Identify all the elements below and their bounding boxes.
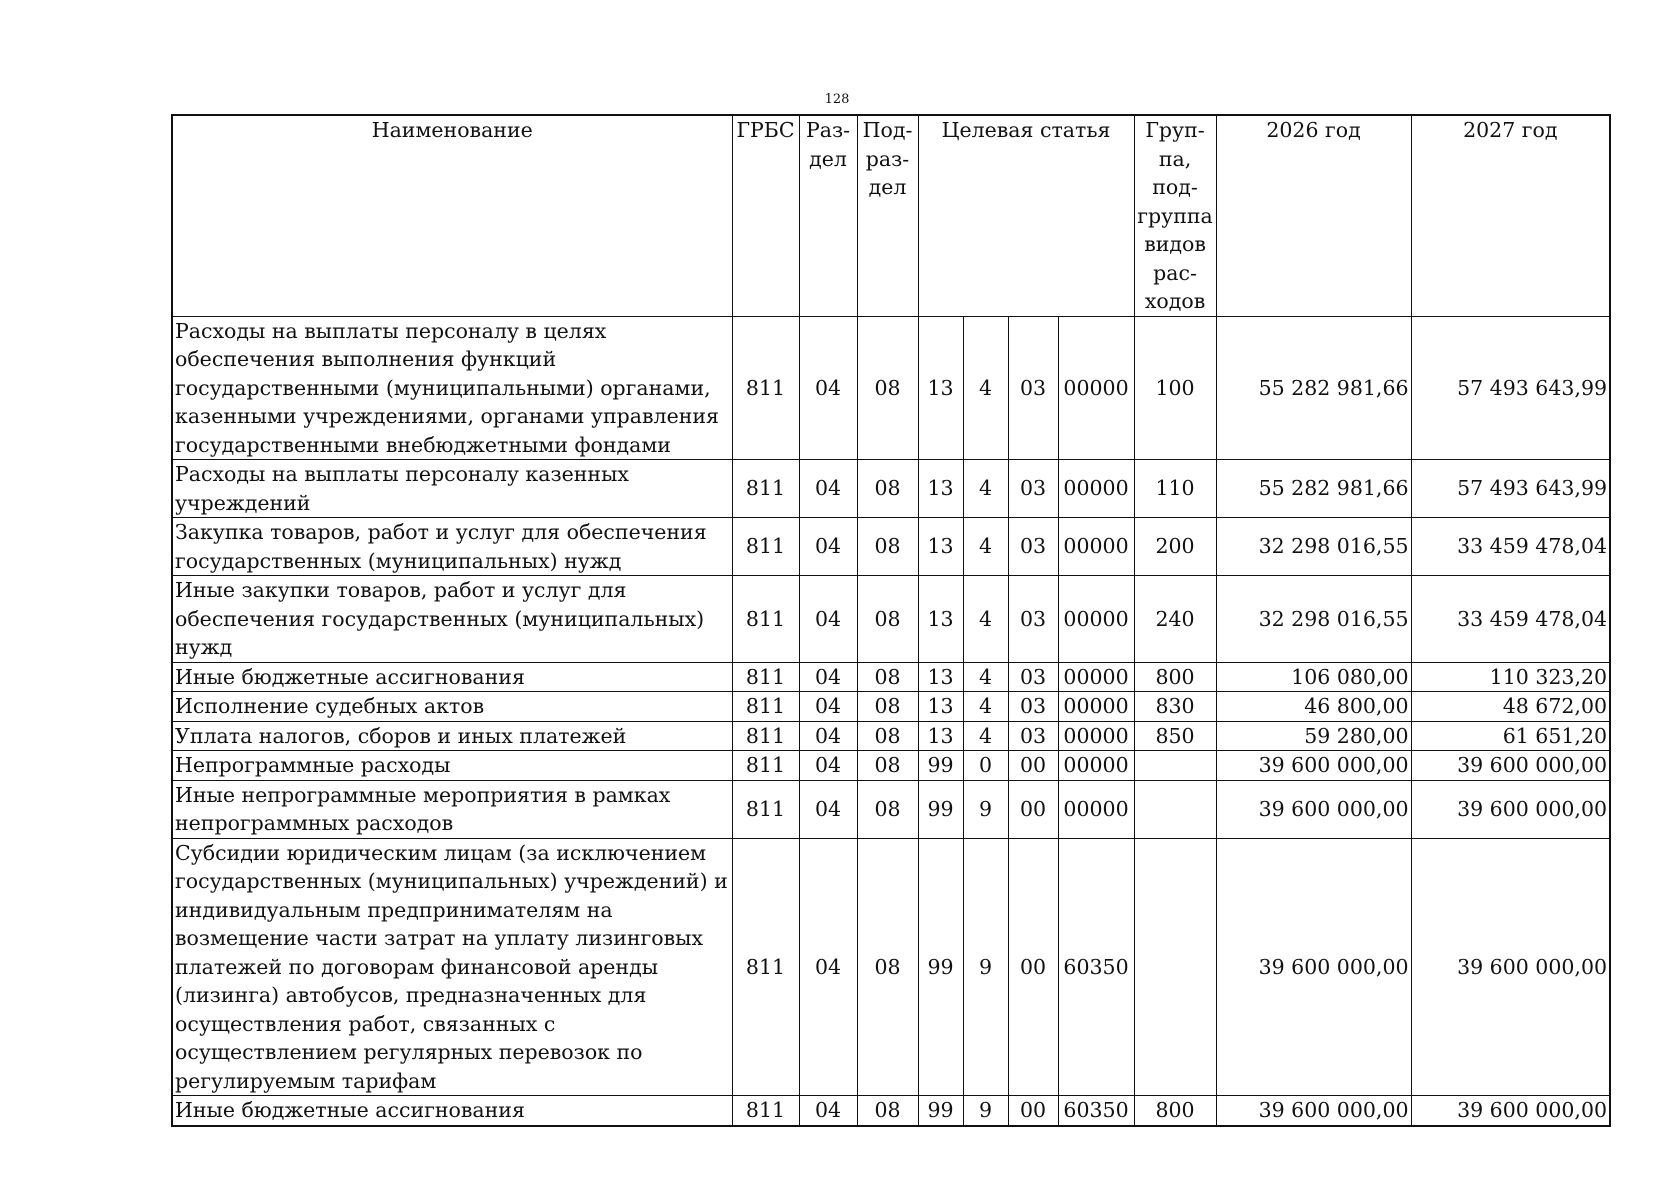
cell-target-direction: 00000 <box>1058 576 1134 663</box>
cell-target-direction: 00000 <box>1058 460 1134 518</box>
header-podrazdel: Под-раз-дел <box>857 115 918 316</box>
cell-2026: 55 282 981,66 <box>1216 316 1411 460</box>
cell-target-type: 4 <box>963 316 1008 460</box>
cell-razdel: 04 <box>799 662 857 692</box>
cell-expense-group <box>1134 780 1216 838</box>
cell-2027: 33 459 478,04 <box>1411 518 1610 576</box>
cell-razdel: 04 <box>799 1096 857 1126</box>
cell-expense-group: 850 <box>1134 721 1216 751</box>
header-row <box>172 115 1610 316</box>
cell-2027: 61 651,20 <box>1411 721 1610 751</box>
cell-2026: 39 600 000,00 <box>1216 780 1411 838</box>
cell-2027: 110 323,20 <box>1411 662 1610 692</box>
cell-target-subprogram: 00 <box>1008 780 1058 838</box>
cell-2027: 39 600 000,00 <box>1411 751 1610 781</box>
cell-2027: 33 459 478,04 <box>1411 576 1610 663</box>
cell-expense-group <box>1134 838 1216 1096</box>
cell-target-direction: 00000 <box>1058 721 1134 751</box>
cell-name: Иные бюджетные ассигнования <box>172 1096 732 1126</box>
cell-target-type: 9 <box>963 780 1008 838</box>
cell-name: Иные непрограммные мероприятия в рамках непрограммных расходов <box>172 780 732 838</box>
cell-grbs: 811 <box>732 316 799 460</box>
cell-podrazdel: 08 <box>857 518 918 576</box>
cell-target-direction: 60350 <box>1058 838 1134 1096</box>
table-row <box>172 316 1610 460</box>
table-row <box>172 518 1610 576</box>
table-row <box>172 662 1610 692</box>
cell-grbs: 811 <box>732 518 799 576</box>
cell-razdel: 04 <box>799 460 857 518</box>
cell-target-program: 13 <box>918 460 963 518</box>
cell-razdel: 04 <box>799 838 857 1096</box>
cell-grbs: 811 <box>732 838 799 1096</box>
cell-podrazdel: 08 <box>857 692 918 722</box>
cell-podrazdel: 08 <box>857 721 918 751</box>
cell-target-type: 9 <box>963 838 1008 1096</box>
cell-2026: 39 600 000,00 <box>1216 751 1411 781</box>
cell-target-program: 13 <box>918 518 963 576</box>
cell-expense-group: 100 <box>1134 316 1216 460</box>
cell-target-direction: 00000 <box>1058 692 1134 722</box>
cell-target-direction: 00000 <box>1058 751 1134 781</box>
header-razdel: Раз-дел <box>799 115 857 316</box>
cell-2027: 39 600 000,00 <box>1411 1096 1610 1126</box>
table-row <box>172 780 1610 838</box>
cell-grbs: 811 <box>732 576 799 663</box>
table-row <box>172 751 1610 781</box>
cell-expense-group: 800 <box>1134 662 1216 692</box>
cell-grbs: 811 <box>732 662 799 692</box>
cell-target-subprogram: 03 <box>1008 316 1058 460</box>
page-number: 128 <box>824 92 850 107</box>
cell-expense-group: 200 <box>1134 518 1216 576</box>
cell-2027: 39 600 000,00 <box>1411 780 1610 838</box>
cell-target-program: 13 <box>918 576 963 663</box>
cell-razdel: 04 <box>799 692 857 722</box>
cell-target-type: 4 <box>963 662 1008 692</box>
cell-2027: 39 600 000,00 <box>1411 838 1610 1096</box>
cell-2027: 57 493 643,99 <box>1411 316 1610 460</box>
cell-name: Исполнение судебных актов <box>172 692 732 722</box>
cell-target-direction: 00000 <box>1058 518 1134 576</box>
cell-name: Расходы на выплаты персоналу в целях обеспечения выполнения функций государственными (муниципальными) органами, казенными учреждениями, органами управления государственными внебюджетными фондами <box>172 316 732 460</box>
cell-razdel: 04 <box>799 518 857 576</box>
header-target: Целевая статья <box>918 115 1134 316</box>
cell-target-subprogram: 03 <box>1008 460 1058 518</box>
cell-podrazdel: 08 <box>857 751 918 781</box>
header-2027: 2027 год <box>1411 115 1610 316</box>
cell-name: Иные бюджетные ассигнования <box>172 662 732 692</box>
cell-grbs: 811 <box>732 751 799 781</box>
header-grbs: ГРБС <box>732 115 799 316</box>
cell-expense-group: 800 <box>1134 1096 1216 1126</box>
cell-grbs: 811 <box>732 1096 799 1126</box>
cell-name: Непрограммные расходы <box>172 751 732 781</box>
cell-2027: 57 493 643,99 <box>1411 460 1610 518</box>
cell-razdel: 04 <box>799 780 857 838</box>
cell-grbs: 811 <box>732 692 799 722</box>
cell-target-type: 4 <box>963 518 1008 576</box>
cell-podrazdel: 08 <box>857 838 918 1096</box>
budget-table <box>171 114 1611 1127</box>
cell-target-program: 99 <box>918 751 963 781</box>
cell-razdel: 04 <box>799 576 857 663</box>
cell-target-type: 4 <box>963 692 1008 722</box>
cell-target-type: 4 <box>963 721 1008 751</box>
cell-target-program: 13 <box>918 316 963 460</box>
cell-target-type: 4 <box>963 460 1008 518</box>
cell-target-subprogram: 03 <box>1008 576 1058 663</box>
cell-2026: 46 800,00 <box>1216 692 1411 722</box>
cell-podrazdel: 08 <box>857 576 918 663</box>
cell-target-program: 13 <box>918 721 963 751</box>
table-row <box>172 721 1610 751</box>
cell-expense-group: 830 <box>1134 692 1216 722</box>
table-row <box>172 1096 1610 1126</box>
cell-2026: 59 280,00 <box>1216 721 1411 751</box>
cell-name: Расходы на выплаты персоналу казенных учреждений <box>172 460 732 518</box>
cell-podrazdel: 08 <box>857 1096 918 1126</box>
cell-target-type: 9 <box>963 1096 1008 1126</box>
cell-target-subprogram: 00 <box>1008 1096 1058 1126</box>
cell-2026: 39 600 000,00 <box>1216 838 1411 1096</box>
cell-podrazdel: 08 <box>857 780 918 838</box>
cell-2026: 32 298 016,55 <box>1216 576 1411 663</box>
cell-target-program: 13 <box>918 692 963 722</box>
cell-2026: 106 080,00 <box>1216 662 1411 692</box>
cell-grbs: 811 <box>732 460 799 518</box>
cell-target-direction: 60350 <box>1058 1096 1134 1126</box>
cell-target-subprogram: 00 <box>1008 751 1058 781</box>
cell-target-subprogram: 03 <box>1008 692 1058 722</box>
cell-podrazdel: 08 <box>857 662 918 692</box>
cell-target-subprogram: 00 <box>1008 838 1058 1096</box>
cell-target-subprogram: 03 <box>1008 721 1058 751</box>
cell-target-program: 99 <box>918 838 963 1096</box>
cell-target-subprogram: 03 <box>1008 662 1058 692</box>
cell-expense-group: 110 <box>1134 460 1216 518</box>
cell-2027: 48 672,00 <box>1411 692 1610 722</box>
header-group: Груп-па, под-группа видов рас-ходов <box>1134 115 1216 316</box>
cell-2026: 55 282 981,66 <box>1216 460 1411 518</box>
cell-target-type: 4 <box>963 576 1008 663</box>
header-2026: 2026 год <box>1216 115 1411 316</box>
cell-expense-group <box>1134 751 1216 781</box>
cell-grbs: 811 <box>732 721 799 751</box>
cell-target-direction: 00000 <box>1058 780 1134 838</box>
cell-target-subprogram: 03 <box>1008 518 1058 576</box>
cell-name: Иные закупки товаров, работ и услуг для обеспечения государственных (муниципальных) нужд <box>172 576 732 663</box>
cell-2026: 39 600 000,00 <box>1216 1096 1411 1126</box>
cell-razdel: 04 <box>799 316 857 460</box>
cell-razdel: 04 <box>799 751 857 781</box>
table-row <box>172 576 1610 663</box>
cell-target-program: 13 <box>918 662 963 692</box>
cell-name: Уплата налогов, сборов и иных платежей <box>172 721 732 751</box>
table-row <box>172 838 1610 1096</box>
table-row <box>172 460 1610 518</box>
cell-2026: 32 298 016,55 <box>1216 518 1411 576</box>
cell-target-direction: 00000 <box>1058 662 1134 692</box>
cell-name: Закупка товаров, работ и услуг для обеспечения государственных (муниципальных) нужд <box>172 518 732 576</box>
cell-podrazdel: 08 <box>857 316 918 460</box>
cell-razdel: 04 <box>799 721 857 751</box>
table-row <box>172 692 1610 722</box>
cell-target-program: 99 <box>918 780 963 838</box>
cell-grbs: 811 <box>732 780 799 838</box>
cell-target-direction: 00000 <box>1058 316 1134 460</box>
header-name: Наименование <box>172 115 732 316</box>
cell-target-program: 99 <box>918 1096 963 1126</box>
cell-name: Субсидии юридическим лицам (за исключением государственных (муниципальных) учреждений) и индивидуальным предпринимателям на возмещение части затрат на уплату лизинговых платежей по договорам финансовой аренды (лизинга) автобусов, предназначенных для осуществления работ, связанных с осуществлением регулярных перевозок по регулируемым тарифам <box>172 838 732 1096</box>
cell-podrazdel: 08 <box>857 460 918 518</box>
cell-expense-group: 240 <box>1134 576 1216 663</box>
cell-target-type: 0 <box>963 751 1008 781</box>
